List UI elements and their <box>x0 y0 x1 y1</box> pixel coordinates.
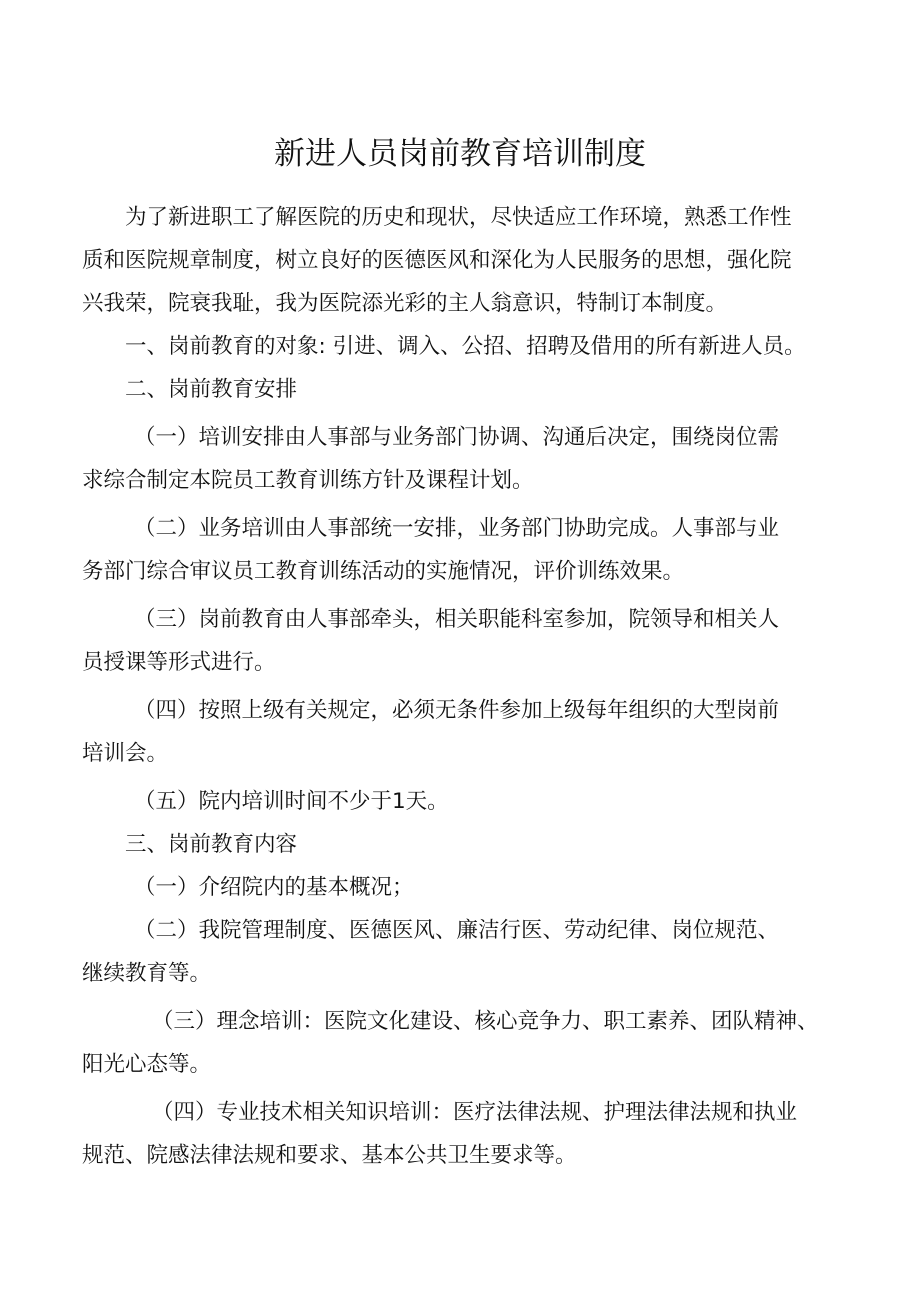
section-2-item-3-line-2: 员授课等形式进行。 <box>82 650 276 675</box>
intro-line-3: 兴我荣，院衰我耻，我为医院添光彩的主人翁意识，特制订本制度。 <box>82 291 728 316</box>
section-3-item-3-line-2: 阳光心态等。 <box>82 1052 212 1077</box>
document-body <box>82 196 852 1177</box>
section-3-item-4-line-2: 规范、院感法律法规和要求、基本公共卫生要求等。 <box>82 1143 577 1168</box>
section-2-item-1-line-1: （一）培训安排由人事部与业务部门协调、沟通后决定，围绕岗位需 <box>134 425 780 450</box>
section-2-item-1-line-2: 求综合制定本院员工教育训练方针及课程计划。 <box>82 468 534 493</box>
intro-line-2: 质和医院规章制度，树立良好的医德医风和深化为人民服务的思想，强化院 <box>82 248 792 273</box>
section-2-item-4-line-2: 培训会。 <box>82 741 169 766</box>
document-title: 新进人员岗前教育培训制度 <box>274 136 646 172</box>
section-3-item-4-line-1: （四）专业技术相关知识培训：医疗法律法规、护理法律法规和执业 <box>152 1100 798 1125</box>
intro-line-1: 为了新进职工了解医院的历史和现状，尽快适应工作环境，熟悉工作性 <box>125 205 792 230</box>
section-2-item-3-line-1: （三）岗前教育由人事部牵头，相关职能科室参加，院领导和相关人 <box>134 607 780 632</box>
section-1-heading: 一、岗前教育的对象: 引进、调入、公招、招聘及借用的所有新进人员。 <box>125 334 806 359</box>
section-2-item-2-line-1: （二）业务培训由人事部统一安排，业务部门协助完成。人事部与业 <box>134 516 780 541</box>
section-3-heading: 三、岗前教育内容 <box>125 832 298 857</box>
section-2-item-4-line-1: （四）按照上级有关规定，必须无条件参加上级每年组织的大型岗前 <box>134 698 780 723</box>
section-2-item-5: （五）院内培训时间不少于1天。 <box>134 789 449 814</box>
section-2-item-2-line-2: 务部门综合审议员工教育训练活动的实施情况，评价训练效果。 <box>82 559 685 584</box>
section-2-heading: 二、岗前教育安排 <box>125 377 298 402</box>
section-3-item-2-line-2: 继续教育等。 <box>82 961 212 986</box>
section-3-item-2-line-1: （二）我院管理制度、医德医风、廉洁行医、劳动纪律、岗位规范、 <box>134 918 780 943</box>
section-3-item-1: （一）介绍院内的基本概况； <box>134 875 414 900</box>
section-3-item-3-line-1: （三）理念培训：医院文化建设、核心竞争力、职工素养、团队精神、 <box>152 1009 819 1034</box>
